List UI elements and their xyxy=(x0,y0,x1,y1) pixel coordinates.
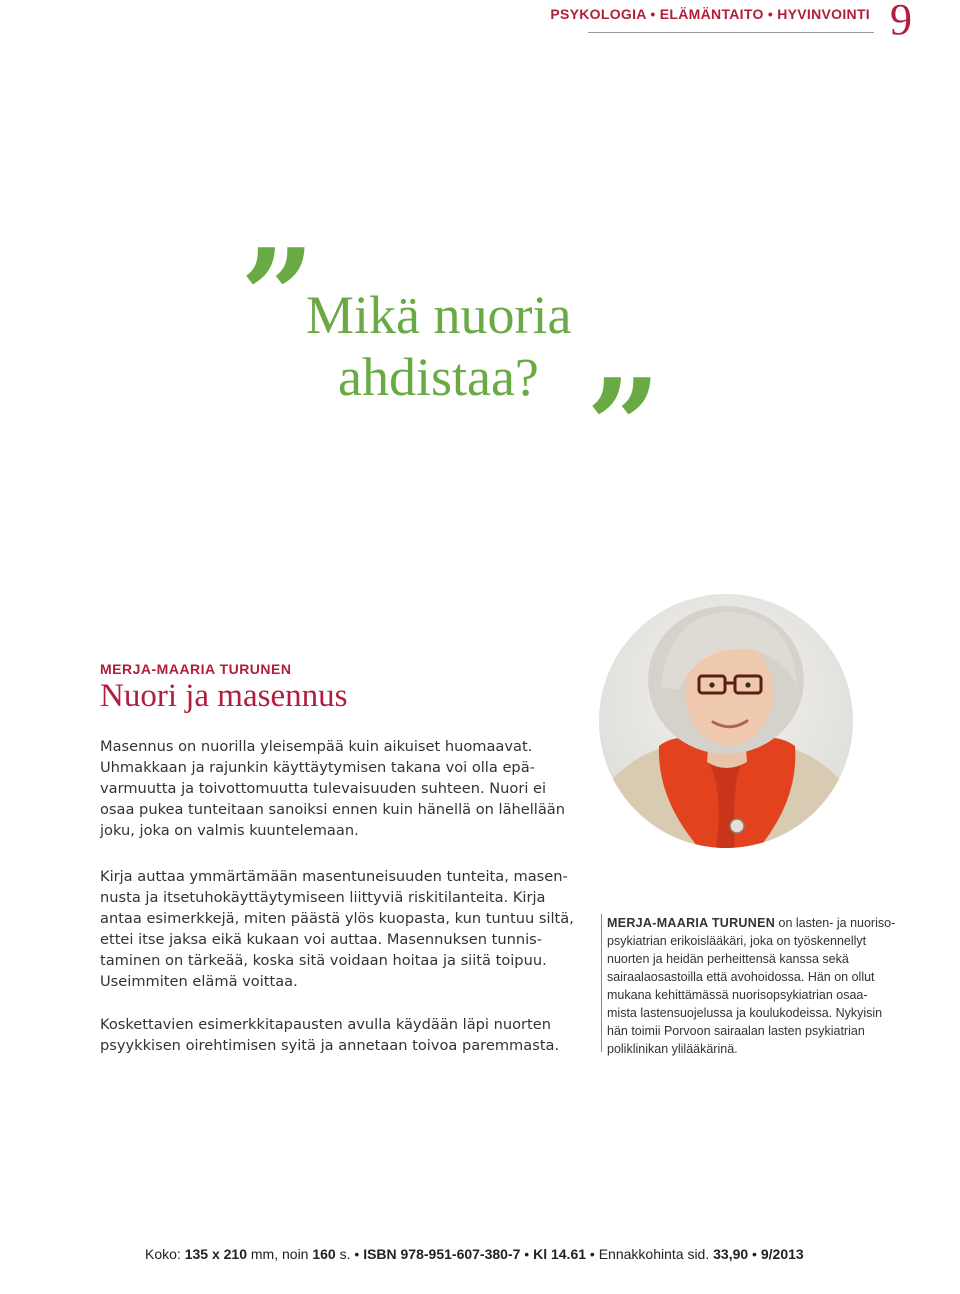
separator: • xyxy=(748,1246,761,1262)
bio-line: poliklinikan ylilääkärinä. xyxy=(607,1042,738,1056)
book-details-footer xyxy=(145,1246,804,1262)
author-portrait xyxy=(599,594,853,848)
price-value: 33,90 xyxy=(713,1246,749,1262)
paragraph-line: Useimmiten elämä voittaa. xyxy=(100,973,298,990)
paragraph-1 xyxy=(100,736,580,841)
paragraph-line: Uhmakkaan ja rajunkin käyttäytymisen takana voi olla epä- xyxy=(100,759,535,776)
page-number: 9 xyxy=(890,0,912,44)
separator: • xyxy=(520,1246,534,1262)
isbn: ISBN 978-951-607-380-7 xyxy=(363,1246,521,1262)
close-quote-mark: ” xyxy=(586,350,661,503)
separator: • xyxy=(586,1246,599,1262)
paragraph-line: taminen on tärkeää, koska sitä voidaan hoitaa ja siitä toipuu. xyxy=(100,952,547,969)
bio-line: sairaalaosastoilla että avohoidossa. Hän on ollut xyxy=(607,970,875,984)
size-label: Koko: xyxy=(145,1246,185,1262)
book-title: Nuori ja masennus xyxy=(100,678,348,714)
paragraph-3 xyxy=(100,1014,580,1056)
headline-line-1: Mikä nuoria xyxy=(306,285,572,345)
headline xyxy=(306,284,571,408)
bio-line: hän toimii Porvoon sairaalan lasten psykiatrian xyxy=(607,1024,865,1038)
paragraph-line: psyykkisen oirehtimisen syitä ja annetaan toivoa paremmasta. xyxy=(100,1037,560,1054)
kl-code: Kl 14.61 xyxy=(533,1246,587,1262)
pages-unit: s. • xyxy=(335,1246,364,1262)
bio-line-rest: on lasten- ja nuoriso- xyxy=(775,916,896,930)
price-label: Ennakkohinta sid. xyxy=(598,1246,714,1262)
paragraph-line: Kirja auttaa ymmärtämään masentuneisuuden tunteita, masen- xyxy=(100,868,568,885)
paragraph-line: ettei itse jaksa eikä kukaan voi auttaa. Masennuksen tunnis- xyxy=(100,931,542,948)
size-unit: mm, noin xyxy=(247,1246,313,1262)
paragraph-line: osaa pukea tunteitaan sanoiksi ennen kuin hänellä on lähellään xyxy=(100,801,565,818)
paragraph-line: Koskettavien esimerkkitapausten avulla käydään läpi nuorten xyxy=(100,1016,551,1033)
paragraph-line: varmuutta ja toivottomuutta tulevaisuuden suhteen. Nuori ei xyxy=(100,780,547,797)
paragraph-line: antaa esimerkkejä, miten päästä ylös kuopasta, kun tuntuu siltä, xyxy=(100,910,574,927)
bio-line: psykiatrian erikoislääkäri, joka on työskennellyt xyxy=(607,934,867,948)
paragraph-line: joku, joka on valmis kuuntelemaan. xyxy=(100,822,359,839)
paragraph-line: nusta ja itsetuhokäyttäytymiseen liittyviä riskitilanteita. Kirja xyxy=(100,889,546,906)
release-date: 9/2013 xyxy=(760,1246,804,1262)
bio-line: nuorten ja heidän perheittensä kanssa sekä xyxy=(607,952,849,966)
author-portrait-illustration xyxy=(599,594,853,848)
open-quote-mark: ” xyxy=(240,220,315,373)
size-value: 135 x 210 xyxy=(184,1246,247,1262)
header-rule xyxy=(588,32,874,33)
bio-rule xyxy=(601,914,602,1052)
author-bio xyxy=(607,914,897,1058)
bio-name: MERJA-MAARIA TURUNEN xyxy=(607,916,776,930)
bio-line: mukana kehittämässä nuorisopsykiatrian osaa- xyxy=(607,988,868,1002)
headline-line-2: ahdistaa? xyxy=(338,347,539,407)
header-categories: PSYKOLOGIA • ELÄMÄNTAITO • HYVINVOINTI xyxy=(550,6,870,22)
book-author: MERJA-MAARIA TURUNEN xyxy=(100,661,292,677)
paragraph-line: Masennus on nuorilla yleisempää kuin aikuiset huomaavat. xyxy=(100,738,533,755)
bio-line xyxy=(607,914,897,932)
bio-line: mista lastensuojelussa ja koulukodeissa. Nykyisin xyxy=(607,1006,883,1020)
pages-value: 160 xyxy=(312,1246,336,1262)
paragraph-2 xyxy=(100,866,580,992)
